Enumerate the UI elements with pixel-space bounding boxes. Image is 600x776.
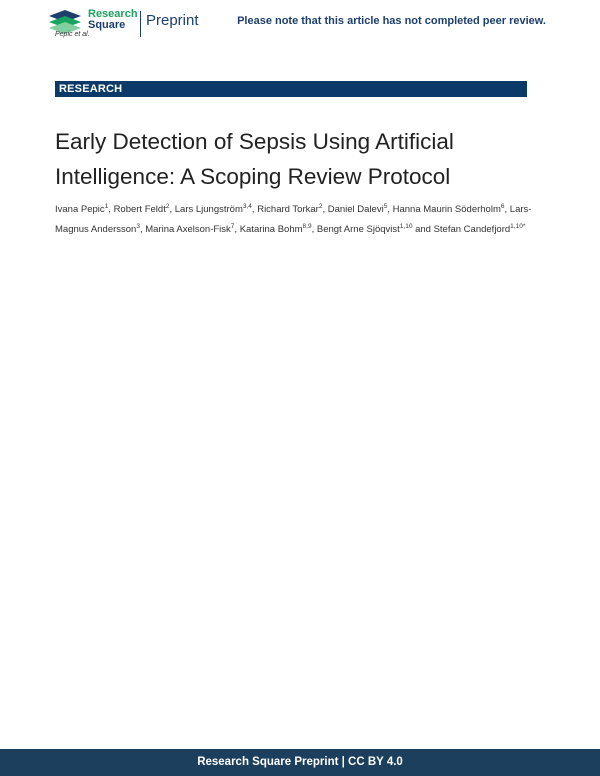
- title-line-1: Early Detection of Sepsis Using Artificial: [55, 129, 454, 154]
- brand-line1: Research: [88, 8, 138, 20]
- author-name: Katarina Bohm: [239, 224, 303, 235]
- header: [0, 0, 600, 44]
- author-connector: and: [415, 224, 431, 235]
- section-label: RESEARCH: [59, 83, 123, 95]
- footer-bar: [0, 749, 600, 776]
- author-name: Daniel Dalevi: [327, 204, 384, 215]
- author-name: Lars-Magnus Andersson: [55, 204, 532, 235]
- author-affiliation: 1,10*: [510, 223, 526, 230]
- author-name: Richard Torkar: [257, 204, 319, 215]
- article-title: [55, 124, 535, 194]
- author-affiliation: 7: [230, 223, 235, 230]
- title-line-2: Intelligence: A Scoping Review Protocol: [55, 164, 451, 189]
- author-name: Hanna Maurin Söderholm: [392, 204, 501, 215]
- brand-name: [88, 9, 138, 31]
- header-divider: [140, 11, 141, 37]
- author-affiliation: 8,9: [302, 223, 312, 230]
- author-affiliation: 3: [136, 223, 140, 230]
- author-name: Robert Feldt: [113, 204, 166, 215]
- footer-text: Research Square Preprint | CC BY 4.0: [197, 756, 403, 768]
- author-name: Ivana Pepic: [55, 204, 105, 215]
- author-name: Marina Axelson-Fisk: [145, 224, 231, 235]
- author-affiliation: 5: [383, 203, 388, 210]
- author-affiliation: 2: [318, 203, 323, 210]
- peer-review-note: Please note that this article has not completed peer review.: [237, 15, 546, 27]
- brand-line2: Square: [88, 19, 126, 31]
- section-bar: [55, 81, 527, 97]
- author-name: Stefan Candefjord: [433, 224, 511, 235]
- author-affiliation: 1,10: [399, 223, 413, 230]
- author-short: Pepic et al.: [55, 31, 90, 38]
- author-name: Lars Ljungström: [174, 204, 243, 215]
- author-affiliation: 3,4: [242, 203, 252, 210]
- author-affiliation: 6: [500, 203, 505, 210]
- preprint-label: Preprint: [146, 12, 199, 29]
- author-name: Bengt Arne Sjöqvist: [316, 224, 400, 235]
- author-list: Ivana Pepic$^1$, Robert Feldt$^2$, Lars Ljungström$^{3,4}$, Richard Torkar$^2$, Daniel Dalevi$^5$, Hanna Maurin Söderholm$^6$, Lars-Magnus Andersson$^3$, Marina Axelson-Fisk$^7$, Katarina Bohm$^{8,9}$, Bengt Arne Sjöqvist$^{1,10}$ and Stefan Candefjord$^{1,10*}$: [55, 203, 532, 235]
- author-affiliation: 1: [104, 203, 109, 210]
- author-affiliation: 2: [165, 203, 170, 210]
